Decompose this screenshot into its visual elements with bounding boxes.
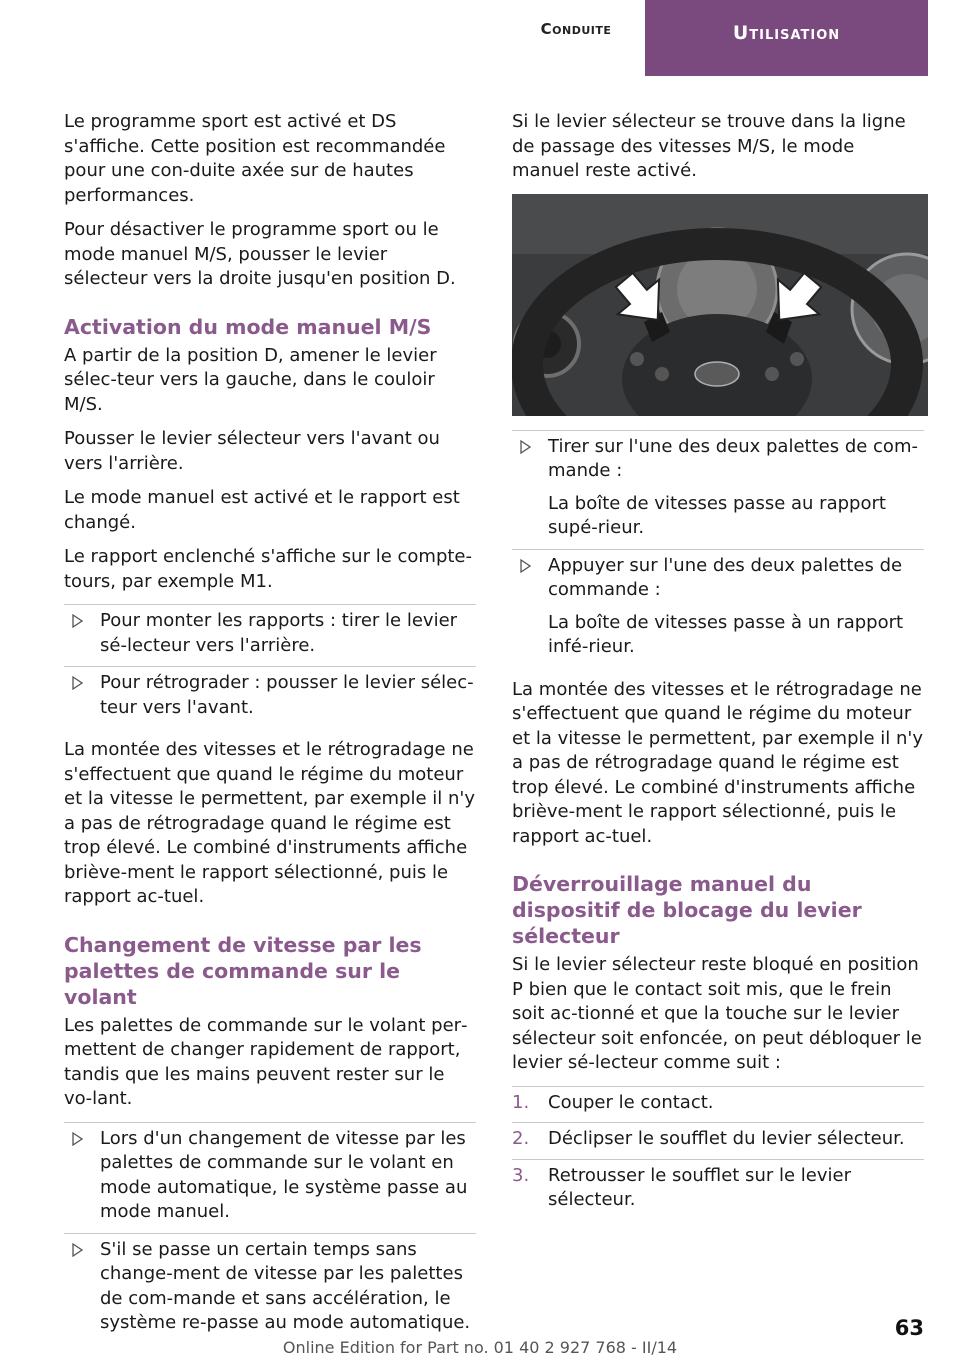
triangle-arrow-icon <box>72 676 83 690</box>
footer-edition: Online Edition for Part no. 01 40 2 927 768 - II/14 <box>282 1338 678 1357</box>
list-item <box>64 604 476 667</box>
list-item-text: S'il se passe un certain temps sans change‐ment de vitesse par les palettes de com‐mande et sans accélération, le système re‐passe au mode automatique. <box>100 1238 471 1333</box>
step-text: Retrousser le soufflet sur le levier sélecteur. <box>548 1164 851 1210</box>
section-heading-manual-mode: Activation du mode manuel M/S <box>64 314 432 339</box>
paragraph: Pousser le levier sélecteur vers l'avant ou vers l'arrière. <box>64 428 440 474</box>
paragraph: Pour désactiver le programme sport ou le mode manuel M/S, pousser le levier sélecteur vers la droite jusqu'en position D. <box>64 219 456 289</box>
step-item <box>512 1086 924 1124</box>
paragraph: Le rapport enclenché s'affiche sur le compte-tours, par exemple M1. <box>64 546 473 592</box>
step-item <box>512 1123 924 1160</box>
footer <box>0 1338 960 1358</box>
step-number: 1. <box>512 1091 530 1113</box>
bullet-list <box>64 604 476 728</box>
list-item-text: Tirer sur l'une des deux palettes de com‐mande : <box>548 435 918 481</box>
steering-wheel-paddles-image <box>512 194 928 416</box>
paragraph: La montée des vitesses et le rétrogradage ne s'effectuent que quand le régime du moteur et la vitesse le permettent, par exemple il n'y a pas de rétrogradage quand le régime est trop élevé. Le combiné d'instruments affiche briève‐ment le rapport sélectionné, puis le rapport ac‐tuel. <box>64 739 476 907</box>
triangle-arrow-icon <box>520 440 531 454</box>
step-text: Couper le contact. <box>548 1091 714 1113</box>
list-item <box>512 550 924 668</box>
list-item-text: Lors d'un changement de vitesse par les palettes de commande sur le volant en mode automatique, le système passe au mode manuel. <box>100 1127 468 1222</box>
triangle-arrow-icon <box>72 1132 83 1146</box>
left-column <box>64 110 476 1354</box>
step-text: Déclipser le soufflet du levier sélecteur. <box>548 1128 905 1149</box>
triangle-arrow-icon <box>520 559 531 573</box>
step-number: 2. <box>512 1128 530 1149</box>
paragraph: Le programme sport est activé et DS s'affiche. Cette position est recommandée pour une con‐duite axée sur de hautes performances. <box>64 111 446 206</box>
triangle-arrow-icon <box>72 614 83 628</box>
list-item-text: Appuyer sur l'une des deux palettes de commande : <box>548 554 903 600</box>
list-item-text: Pour monter les rapports : tirer le levier sé‐lecteur vers l'arrière. <box>100 610 458 656</box>
step-item <box>512 1160 924 1220</box>
list-item-subtext: La boîte de vitesses passe au rapport supé‐rieur. <box>548 492 886 538</box>
list-item-subtext: La boîte de vitesses passe à un rapport infé‐rieur. <box>548 611 904 657</box>
paragraph: Si le levier sélecteur reste bloqué en position P bien que le contact soit mis, que le frein soit ac‐tionné et que la touche sur le levier sélecteur soit enfoncée, on peut débloquer le levier sé‐lecteur comme suit : <box>512 954 922 1073</box>
header-tab-utilisation[interactable]: Utilisation <box>645 0 928 76</box>
section-heading-paddles: Changement de vitesse par les palettes de commande sur le volant <box>64 932 422 1009</box>
paragraph: A partir de la position D, amener le levier sélec‐teur vers la gauche, dans le couloir M/S. <box>64 344 437 415</box>
header-tab-conduite[interactable]: Conduite <box>540 20 612 38</box>
list-item <box>512 430 924 550</box>
paragraph: La montée des vitesses et le rétrogradage ne s'effectuent que quand le régime du moteur et la vitesse le permettent, par exemple il n'y a pas de rétrogradage quand le régime est trop élevé. Le combiné d'instruments affiche briève‐ment le rapport sélectionné, puis le rapport ac‐tuel. <box>512 678 924 847</box>
list-item-text: Pour rétrograder : pousser le levier sélec‐teur vers l'avant. <box>100 672 474 718</box>
triangle-arrow-icon <box>72 1243 83 1257</box>
right-column <box>512 110 924 1220</box>
numbered-list <box>512 1086 924 1220</box>
bullet-list <box>512 430 924 668</box>
paragraph: Si le levier sélecteur se trouve dans la ligne de passage des vitesses M/S, le mode manuel reste activé. <box>512 111 906 181</box>
paragraph: Les palettes de commande sur le volant per‐mettent de changer rapidement de rapport, tandis que les mains peuvent rester sur le vo‐lant. <box>64 1014 468 1109</box>
list-item <box>64 667 476 728</box>
step-number: 3. <box>512 1164 530 1186</box>
bullet-list <box>64 1122 476 1344</box>
list-item <box>64 1122 476 1234</box>
section-heading-unlock: Déverrouillage manuel du dispositif de blocage du levier sélecteur <box>512 872 862 948</box>
paragraph: Le mode manuel est activé et le rapport est changé. <box>64 487 460 533</box>
list-item <box>64 1234 476 1344</box>
page-number: 63 <box>894 1316 924 1340</box>
